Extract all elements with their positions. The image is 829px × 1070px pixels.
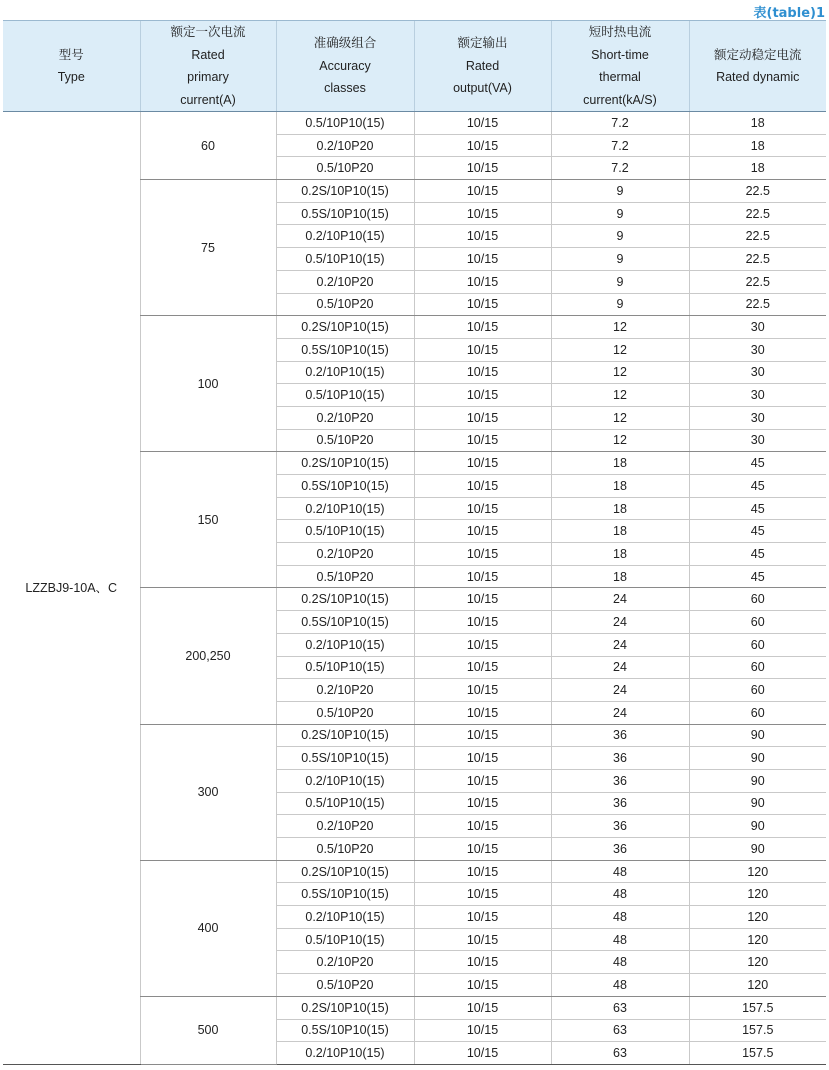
rated-output-cell: 10/15 [414,724,551,747]
dynamic-current-cell: 18 [689,134,826,157]
thermal-current-cell: 36 [551,769,689,792]
accuracy-class-cell: 0.5S/10P10(15) [276,475,414,498]
dynamic-current-cell: 30 [689,429,826,452]
table-body [3,112,826,1065]
rated-output-cell: 10/15 [414,202,551,225]
rated-output-cell: 10/15 [414,475,551,498]
primary-current-cell: 75 [140,180,276,316]
thermal-current-cell: 63 [551,1019,689,1042]
header-rated-dynamic-current: 额定动稳定电流 Rated dynamic [689,21,826,112]
header-type: 型号 Type [3,21,140,112]
rated-output-cell: 10/15 [414,656,551,679]
dynamic-current-cell: 120 [689,974,826,997]
rated-output-cell: 10/15 [414,1019,551,1042]
thermal-current-cell: 7.2 [551,112,689,135]
primary-current-cell: 60 [140,112,276,180]
thermal-current-cell: 12 [551,361,689,384]
dynamic-current-cell: 157.5 [689,1019,826,1042]
rated-output-cell: 10/15 [414,611,551,634]
dynamic-current-cell: 30 [689,361,826,384]
rated-output-cell: 10/15 [414,406,551,429]
thermal-current-cell: 36 [551,724,689,747]
dynamic-current-cell: 45 [689,452,826,475]
thermal-current-cell: 7.2 [551,157,689,180]
thermal-current-cell: 24 [551,633,689,656]
dynamic-current-cell: 45 [689,543,826,566]
header-rated-primary-current: 额定一次电流 Rated primary current(A) [140,21,276,112]
accuracy-class-cell: 0.2/10P10(15) [276,906,414,929]
thermal-current-cell: 24 [551,701,689,724]
model-cell: LZZBJ9-10A、C [3,112,140,1065]
accuracy-class-cell: 0.5/10P10(15) [276,384,414,407]
accuracy-class-cell: 0.2/10P20 [276,134,414,157]
dynamic-current-cell: 45 [689,497,826,520]
thermal-current-cell: 48 [551,928,689,951]
accuracy-class-cell: 0.5/10P20 [276,565,414,588]
dynamic-current-cell: 45 [689,565,826,588]
accuracy-class-cell: 0.5/10P20 [276,974,414,997]
accuracy-class-cell: 0.5/10P10(15) [276,928,414,951]
thermal-current-cell: 63 [551,1042,689,1065]
rated-output-cell: 10/15 [414,429,551,452]
dynamic-current-cell: 30 [689,406,826,429]
thermal-current-cell: 48 [551,951,689,974]
rated-output-cell: 10/15 [414,883,551,906]
dynamic-current-cell: 60 [689,633,826,656]
thermal-current-cell: 12 [551,316,689,339]
rated-output-cell: 10/15 [414,565,551,588]
dynamic-current-cell: 157.5 [689,996,826,1019]
dynamic-current-cell: 90 [689,792,826,815]
accuracy-class-cell: 0.2S/10P10(15) [276,588,414,611]
thermal-current-cell: 24 [551,679,689,702]
primary-current-cell: 100 [140,316,276,452]
dynamic-current-cell: 60 [689,701,826,724]
rated-output-cell: 10/15 [414,838,551,861]
accuracy-class-cell: 0.2S/10P10(15) [276,860,414,883]
accuracy-class-cell: 0.5/10P10(15) [276,520,414,543]
rated-output-cell: 10/15 [414,543,551,566]
dynamic-current-cell: 22.5 [689,270,826,293]
accuracy-class-cell: 0.5/10P20 [276,429,414,452]
rated-output-cell: 10/15 [414,134,551,157]
accuracy-class-cell: 0.2S/10P10(15) [276,724,414,747]
rated-output-cell: 10/15 [414,815,551,838]
thermal-current-cell: 9 [551,202,689,225]
accuracy-class-cell: 0.2S/10P10(15) [276,316,414,339]
thermal-current-cell: 48 [551,860,689,883]
thermal-current-cell: 12 [551,384,689,407]
dynamic-current-cell: 120 [689,860,826,883]
rated-output-cell: 10/15 [414,497,551,520]
thermal-current-cell: 36 [551,838,689,861]
accuracy-class-cell: 0.2/10P10(15) [276,769,414,792]
rated-output-cell: 10/15 [414,452,551,475]
accuracy-class-cell: 0.5S/10P10(15) [276,338,414,361]
accuracy-class-cell: 0.5/10P20 [276,838,414,861]
thermal-current-cell: 9 [551,270,689,293]
rated-output-cell: 10/15 [414,361,551,384]
dynamic-current-cell: 22.5 [689,248,826,271]
accuracy-class-cell: 0.5S/10P10(15) [276,611,414,634]
primary-current-cell: 150 [140,452,276,588]
accuracy-class-cell: 0.2S/10P10(15) [276,996,414,1019]
dynamic-current-cell: 22.5 [689,225,826,248]
thermal-current-cell: 12 [551,406,689,429]
table-caption: 表(table)1 [753,6,825,21]
rated-output-cell: 10/15 [414,860,551,883]
thermal-current-cell: 18 [551,520,689,543]
accuracy-class-cell: 0.5S/10P10(15) [276,747,414,770]
thermal-current-cell: 36 [551,747,689,770]
primary-current-cell: 200,250 [140,588,276,724]
rated-output-cell: 10/15 [414,701,551,724]
accuracy-class-cell: 0.5/10P20 [276,293,414,316]
thermal-current-cell: 9 [551,180,689,203]
rated-output-cell: 10/15 [414,747,551,770]
thermal-current-cell: 7.2 [551,134,689,157]
rated-output-cell: 10/15 [414,588,551,611]
accuracy-class-cell: 0.5/10P10(15) [276,656,414,679]
dynamic-current-cell: 22.5 [689,180,826,203]
thermal-current-cell: 48 [551,974,689,997]
thermal-current-cell: 36 [551,792,689,815]
rated-output-cell: 10/15 [414,792,551,815]
accuracy-class-cell: 0.2/10P10(15) [276,1042,414,1065]
thermal-current-cell: 36 [551,815,689,838]
thermal-current-cell: 9 [551,293,689,316]
rated-output-cell: 10/15 [414,225,551,248]
accuracy-class-cell: 0.5/10P10(15) [276,248,414,271]
dynamic-current-cell: 22.5 [689,202,826,225]
rated-output-cell: 10/15 [414,928,551,951]
rated-output-cell: 10/15 [414,270,551,293]
thermal-current-cell: 18 [551,452,689,475]
header-row [3,21,826,112]
dynamic-current-cell: 45 [689,475,826,498]
dynamic-current-cell: 60 [689,656,826,679]
thermal-current-cell: 9 [551,248,689,271]
dynamic-current-cell: 60 [689,679,826,702]
rated-output-cell: 10/15 [414,951,551,974]
accuracy-class-cell: 0.2/10P10(15) [276,497,414,520]
accuracy-class-cell: 0.2S/10P10(15) [276,452,414,475]
dynamic-current-cell: 60 [689,588,826,611]
rated-output-cell: 10/15 [414,112,551,135]
rated-output-cell: 10/15 [414,633,551,656]
primary-current-cell: 400 [140,860,276,996]
dynamic-current-cell: 18 [689,157,826,180]
accuracy-class-cell: 0.2/10P20 [276,406,414,429]
accuracy-class-cell: 0.2/10P20 [276,543,414,566]
dynamic-current-cell: 120 [689,951,826,974]
dynamic-current-cell: 90 [689,747,826,770]
thermal-current-cell: 12 [551,338,689,361]
rated-output-cell: 10/15 [414,769,551,792]
header-short-time-thermal-current: 短时热电流 Short-time thermal current(kA/S) [551,21,689,112]
accuracy-class-cell: 0.5/10P10(15) [276,792,414,815]
rated-output-cell: 10/15 [414,679,551,702]
rated-output-cell: 10/15 [414,384,551,407]
rated-output-cell: 10/15 [414,906,551,929]
dynamic-current-cell: 30 [689,384,826,407]
accuracy-class-cell: 0.5S/10P10(15) [276,1019,414,1042]
primary-current-cell: 500 [140,996,276,1064]
spec-table [3,20,826,1065]
accuracy-class-cell: 0.2/10P20 [276,951,414,974]
dynamic-current-cell: 120 [689,928,826,951]
accuracy-class-cell: 0.5/10P20 [276,701,414,724]
rated-output-cell: 10/15 [414,996,551,1019]
dynamic-current-cell: 120 [689,883,826,906]
table-row [3,112,826,135]
primary-current-cell: 300 [140,724,276,860]
header-rated-output: 额定输出 Rated output(VA) [414,21,551,112]
accuracy-class-cell: 0.5S/10P10(15) [276,883,414,906]
dynamic-current-cell: 157.5 [689,1042,826,1065]
dynamic-current-cell: 120 [689,906,826,929]
accuracy-class-cell: 0.2/10P10(15) [276,361,414,384]
dynamic-current-cell: 90 [689,724,826,747]
accuracy-class-cell: 0.2/10P20 [276,679,414,702]
thermal-current-cell: 24 [551,588,689,611]
thermal-current-cell: 24 [551,656,689,679]
accuracy-class-cell: 0.2S/10P10(15) [276,180,414,203]
accuracy-class-cell: 0.2/10P10(15) [276,633,414,656]
rated-output-cell: 10/15 [414,974,551,997]
dynamic-current-cell: 45 [689,520,826,543]
dynamic-current-cell: 90 [689,815,826,838]
accuracy-class-cell: 0.2/10P10(15) [276,225,414,248]
thermal-current-cell: 48 [551,906,689,929]
accuracy-class-cell: 0.5/10P10(15) [276,112,414,135]
dynamic-current-cell: 30 [689,338,826,361]
dynamic-current-cell: 30 [689,316,826,339]
thermal-current-cell: 18 [551,475,689,498]
thermal-current-cell: 24 [551,611,689,634]
accuracy-class-cell: 0.5/10P20 [276,157,414,180]
dynamic-current-cell: 60 [689,611,826,634]
rated-output-cell: 10/15 [414,180,551,203]
rated-output-cell: 10/15 [414,293,551,316]
dynamic-current-cell: 18 [689,112,826,135]
rated-output-cell: 10/15 [414,157,551,180]
accuracy-class-cell: 0.2/10P20 [276,815,414,838]
thermal-current-cell: 12 [551,429,689,452]
accuracy-class-cell: 0.5S/10P10(15) [276,202,414,225]
accuracy-class-cell: 0.2/10P20 [276,270,414,293]
thermal-current-cell: 18 [551,543,689,566]
rated-output-cell: 10/15 [414,520,551,543]
dynamic-current-cell: 22.5 [689,293,826,316]
thermal-current-cell: 63 [551,996,689,1019]
rated-output-cell: 10/15 [414,1042,551,1065]
thermal-current-cell: 9 [551,225,689,248]
header-accuracy-classes: 准确级组合 Accuracy classes [276,21,414,112]
thermal-current-cell: 18 [551,497,689,520]
rated-output-cell: 10/15 [414,338,551,361]
dynamic-current-cell: 90 [689,769,826,792]
thermal-current-cell: 48 [551,883,689,906]
rated-output-cell: 10/15 [414,248,551,271]
thermal-current-cell: 18 [551,565,689,588]
rated-output-cell: 10/15 [414,316,551,339]
dynamic-current-cell: 90 [689,838,826,861]
